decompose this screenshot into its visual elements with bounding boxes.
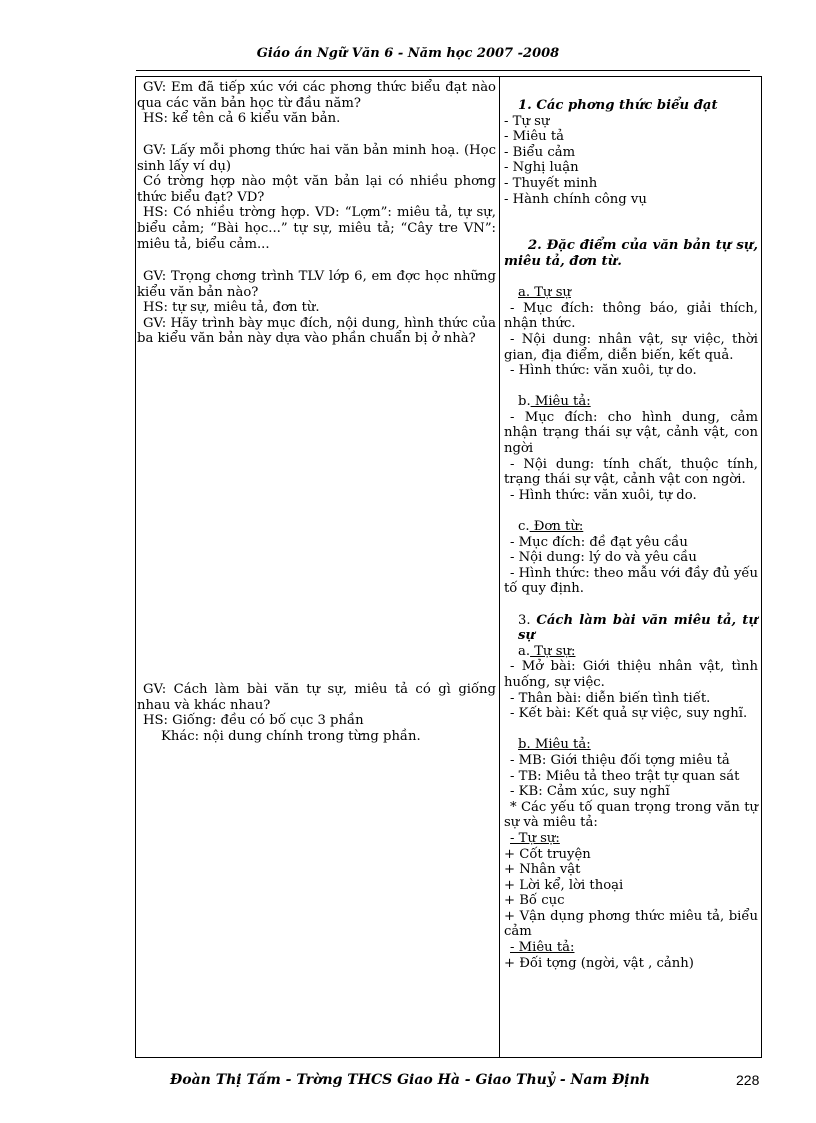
- page-header: Giáo án Ngữ Văn 6 - Năm học 2007 -2008: [256, 46, 560, 61]
- sec2-a-item: - Mục đích: thông báo, giải thích, nhận thức.: [504, 300, 758, 332]
- gv-question-2: GV: Lấy mỗi phơng thức hai văn bản minh hoạ. (Học sinh lấy ví dụ): [137, 143, 496, 174]
- sec3-tu-su-label: - Tự sự:: [510, 830, 560, 846]
- sec3-a-label-text: Tự sự:: [530, 643, 576, 659]
- sec1-item: - Nghị luận: [504, 160, 579, 176]
- left-block-4: [137, 682, 496, 744]
- sec2-a-label: [504, 285, 758, 301]
- footer-author: Đoàn Thị Tấm - Trờng THCS Giao Hà - Giao Thuỷ - Nam Định: [170, 1072, 650, 1088]
- left-block-2: [137, 143, 496, 252]
- sec3-a-item: - Thân bài: diễn biến tình tiết.: [510, 690, 711, 706]
- sec2-b-item: - Mục đích: cho hình dung, cảm nhận trạng thái sự vật, cảnh vật, con ngời: [504, 409, 758, 457]
- sec2-c-item: - Mục đích: đề đạt yêu cầu: [510, 534, 688, 550]
- sec1-item: - Thuyết minh: [504, 175, 598, 191]
- hs-answer-3: HS: tự sự, miêu tả, đơn từ.: [143, 300, 320, 316]
- header-rule: [136, 70, 750, 71]
- column-divider: [499, 76, 500, 1058]
- sec3-a-label: [504, 644, 758, 660]
- sec2-a-label-text: a. Tự sự: [518, 285, 571, 301]
- sec3-b-item: - MB: Giới thiệu đối tợng miêu tả: [510, 752, 730, 768]
- sec3-mieu-ta-label: - Miêu tả:: [510, 940, 575, 956]
- sec2-a-item: - Hình thức: văn xuôi, tự do.: [510, 363, 697, 379]
- gv-question-5: GV: Hãy trình bày mục đích, nội dung, hình thức của ba kiểu văn bản này dựa vào phần chuẩn bị ở nhà?: [137, 315, 496, 347]
- right-column: [504, 98, 758, 971]
- left-block-3: [137, 269, 496, 347]
- sec3-a-item: - Kết bài: Kết quả sự việc, suy nghĩ.: [510, 706, 748, 722]
- sec2-b-label: [504, 394, 758, 410]
- sec1-item: - Hành chính công vụ: [504, 191, 647, 207]
- sec3-mieu-ta-item: + Đối tợng (ngời, vật , cảnh): [504, 955, 694, 971]
- sec2-b-item: - Nội dung: tính chất, thuộc tính, trạng thái sự vật, cảnh vật con ngời.: [504, 456, 758, 488]
- hs-answer-4: HS: Giống: đều có bố cục 3 phần: [143, 713, 364, 729]
- sec2-b-label-text: Miêu tả:: [530, 394, 591, 410]
- sec3-tu-su-item: + Vận dụng phơng thức miêu tả, biểu cảm: [504, 908, 758, 940]
- left-block-1: [137, 80, 496, 127]
- hs-answer-2: HS: Có nhiều trờng hợp. VD: “Lợm”: miêu tả, tự sự, biểu cảm; “Bài học...” tự sự, miêu tả; “Cây tre VN”: miêu tả, biểu cảm...: [137, 205, 496, 252]
- sec3-b-label-text: b. Miêu tả:: [518, 737, 591, 753]
- hs-answer-5: Khác: nội dung chính trong từng phần.: [161, 728, 421, 744]
- sec2-c-label-text: Đơn từ:: [529, 519, 584, 535]
- sec3-tu-su-item: + Lời kể, lời thoại: [504, 877, 624, 893]
- sec3-tu-su-item: + Bố cục: [504, 893, 565, 909]
- hs-answer-1: HS: kể tên cả 6 kiểu văn bản.: [143, 111, 341, 127]
- section-2-heading: 2. Đặc điểm của văn bản tự sự, miêu tả, đơn từ.: [504, 238, 758, 269]
- gv-question-6: GV: Cách làm bài văn tự sự, miêu tả có gì giống nhau và khác nhau?: [137, 682, 496, 713]
- sec2-c-label: [504, 519, 758, 535]
- sec3-heading-text: Cách làm bài văn miêu tả, tự sự: [518, 612, 758, 644]
- sec3-b-item: - TB: Miêu tả theo trật tự quan sát: [510, 768, 740, 784]
- sec1-item: - Tự sự: [504, 113, 550, 129]
- sec3-b-item: - KB: Cảm xúc, suy nghĩ: [510, 784, 670, 800]
- sec3-number: 3.: [518, 612, 531, 628]
- sec2-a-item: - Nội dung: nhân vật, sự việc, thời gian, địa điểm, diễn biến, kết quả.: [504, 331, 758, 363]
- gv-question-4: GV: Trọng chơng trình TLV lớp 6, em đợc học những kiểu văn bản nào?: [137, 269, 496, 300]
- sec3-b-label: [504, 737, 758, 753]
- sec3-a-prefix: a.: [518, 643, 531, 659]
- sec1-item: - Miêu tả: [504, 129, 565, 145]
- sec2-c-prefix: c.: [518, 519, 530, 535]
- sec3-a-item: - Mở bài: Giới thiệu nhân vật, tình huống, sự việc.: [504, 659, 758, 690]
- page-number: 228: [736, 1072, 760, 1088]
- gv-question-3: Có trờng hợp nào một văn bản lại có nhiều phơng thức biểu đạt? VD?: [137, 174, 496, 205]
- sec2-c-item: - Hình thức: theo mẫu với đầy đủ yếu tố quy định.: [504, 565, 758, 597]
- sec3-elements-intro: * Các yếu tố quan trọng trong văn tự sự và miêu tả:: [504, 799, 758, 831]
- sec2-b-prefix: b.: [518, 394, 531, 410]
- sec2-c-item: - Nội dung: lý do và yêu cầu: [510, 550, 697, 566]
- section-1-heading: 1. Các phơng thức biểu đạt: [518, 98, 718, 113]
- sec2-b-item: - Hình thức: văn xuôi, tự do.: [510, 487, 697, 503]
- sec3-tu-su-item: + Cốt truyện: [504, 846, 591, 862]
- section-3-heading: [504, 613, 758, 644]
- sec3-tu-su-item: + Nhân vật: [504, 862, 581, 878]
- gv-question-1: GV: Em đã tiếp xúc với các phơng thức biểu đạt nào qua các văn bản học từ đầu năm?: [137, 80, 496, 111]
- sec1-item: - Biểu cảm: [504, 144, 576, 160]
